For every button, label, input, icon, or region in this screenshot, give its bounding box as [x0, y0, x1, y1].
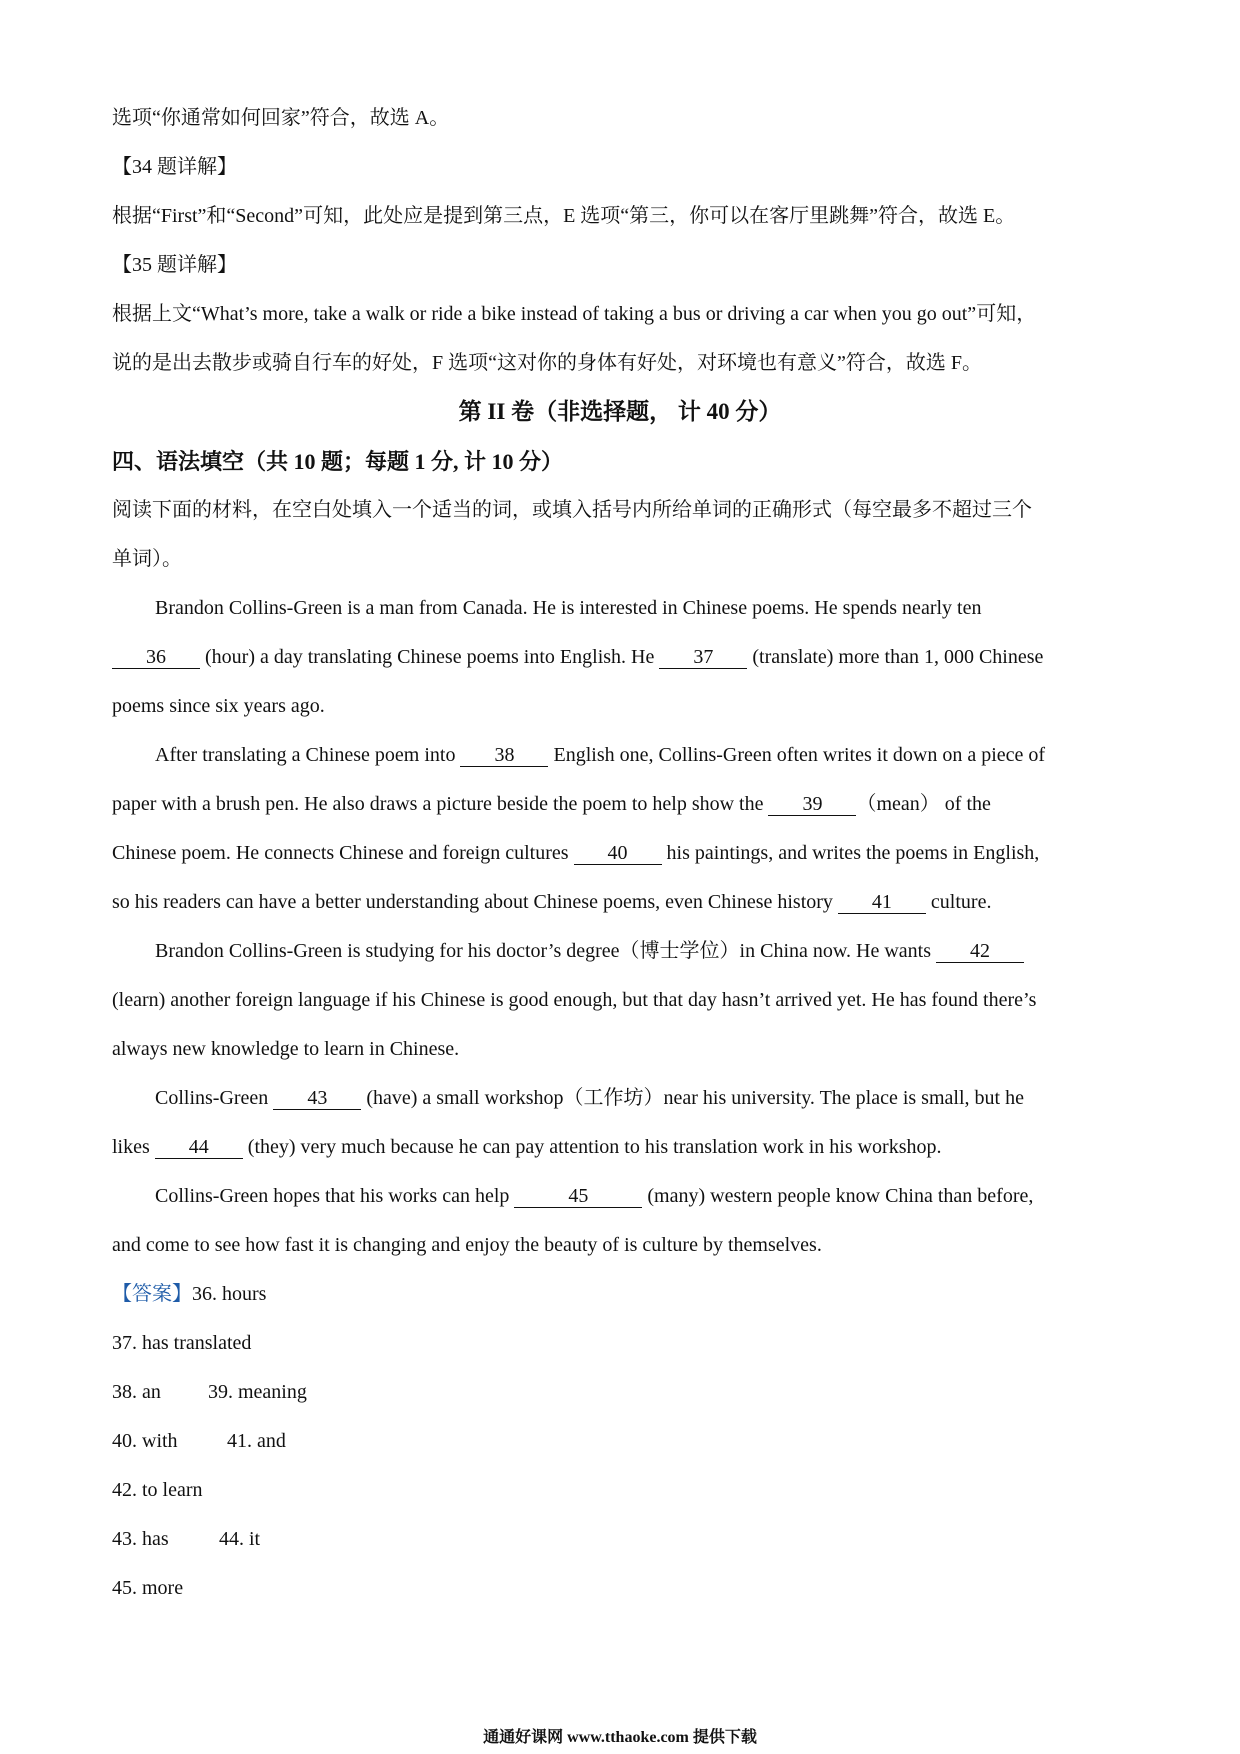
blank-45: 45 — [514, 1185, 642, 1208]
passage-line — [112, 643, 1043, 671]
passage-text: Collins-Green — [155, 1087, 274, 1109]
passage-text: his paintings, and writes the poems in English, — [661, 842, 1040, 864]
answer-42: 42. to learn — [112, 1479, 203, 1501]
answer-line — [112, 1378, 307, 1406]
footer-source: 通通好课网 www.tthaoke.com 提供下载 — [483, 1729, 757, 1746]
answer-38: 38. an — [112, 1381, 161, 1403]
answer-line — [112, 1280, 266, 1308]
passage-line — [112, 888, 991, 916]
blank-37: 37 — [659, 646, 747, 669]
answer-39: 39. meaning — [208, 1381, 307, 1403]
passage-line: poems since six years ago. — [112, 695, 325, 717]
answer-36: 36. hours — [192, 1283, 267, 1305]
q35-explanation-line2: 说的是出去散步或骑自行车的好处，F 选项“这对你的身体有好处，对环境也有意义”符合，故选 F。 — [112, 352, 982, 374]
answer-43: 43. has — [112, 1528, 169, 1550]
answer-line — [112, 1525, 260, 1553]
q35-explanation-line1: 根据上文“What’s more, take a walk or ride a bike instead of taking a bus or driving a car when you go out”可知， — [112, 303, 1037, 325]
passage-line: always new knowledge to learn in Chinese. — [112, 1038, 460, 1060]
answer-44: 44. it — [219, 1528, 261, 1550]
passage-text: (translate) more than 1, 000 Chinese — [747, 646, 1044, 668]
passage-text: (they) very much because he can pay attention to his translation work in his workshop. — [242, 1136, 942, 1158]
q34-heading: 【34 题详解】 — [112, 156, 237, 178]
passage-text: (have) a small workshop（工作坊）near his university. The place is small, but he — [361, 1087, 1024, 1109]
passage-text: Collins-Green hopes that his works can help — [155, 1185, 515, 1207]
passage-text: culture. — [925, 891, 992, 913]
answer-37: 37. has translated — [112, 1332, 252, 1354]
answer-line — [112, 1427, 286, 1455]
blank-44: 44 — [155, 1136, 243, 1159]
passage-text: （mean） of the — [856, 793, 991, 815]
passage-line: and come to see how fast it is changing and enjoy the beauty of is culture by themselves. — [112, 1234, 822, 1256]
blank-36: 36 — [112, 646, 200, 669]
explanation-text: 选项“你通常如何回家”符合，故选 A。 — [112, 107, 450, 129]
passage-text: paper with a brush pen. He also draws a picture beside the poem to help show the — [112, 793, 769, 815]
section4-instructions-line2: 单词）。 — [112, 548, 182, 570]
part2-title: 第 II 卷（非选择题， 计 40 分） — [458, 399, 782, 424]
passage-line — [112, 1133, 942, 1161]
blank-38: 38 — [460, 744, 548, 767]
passage-line — [112, 790, 991, 818]
passage-line — [155, 1182, 1033, 1210]
passage-text: likes — [112, 1136, 155, 1158]
passage-text: Brandon Collins-Green is studying for his doctor’s degree（博士学位）in China now. He wants — [155, 940, 937, 962]
passage-line — [155, 1084, 1024, 1112]
q34-explanation: 根据“First”和“Second”可知，此处应是提到第三点，E 选项“第三，你可以在客厅里跳舞”符合，故选 E。 — [112, 205, 1016, 227]
blank-40: 40 — [574, 842, 662, 865]
answer-label: 【答案】 — [112, 1283, 192, 1305]
passage-text: (many) western people know China than before, — [642, 1185, 1034, 1207]
passage-line — [112, 839, 1039, 867]
passage-text: Chinese poem. He connects Chinese and foreign cultures — [112, 842, 574, 864]
answer-45: 45. more — [112, 1577, 184, 1599]
passage-line — [155, 937, 1024, 965]
q35-heading: 【35 题详解】 — [112, 254, 237, 276]
passage-line — [155, 741, 1045, 769]
blank-39: 39 — [768, 793, 856, 816]
section4-title: 四、语法填空（共 10 题；每题 1 分, 计 10 分） — [112, 449, 564, 474]
blank-42: 42 — [936, 940, 1024, 963]
passage-line: (learn) another foreign language if his Chinese is good enough, but that day hasn’t arrived yet. He has found there’s — [112, 989, 1037, 1011]
blank-43: 43 — [273, 1087, 361, 1110]
section4-instructions-line1: 阅读下面的材料，在空白处填入一个适当的词，或填入括号内所给单词的正确形式（每空最多不超过三个 — [112, 499, 1032, 521]
passage-text: so his readers can have a better understanding about Chinese poems, even Chinese history — [112, 891, 838, 913]
answer-41: 41. and — [227, 1430, 286, 1452]
passage-text: English one, Collins-Green often writes it down on a piece of — [548, 744, 1046, 766]
answer-40: 40. with — [112, 1430, 178, 1452]
passage-text: After translating a Chinese poem into — [155, 744, 461, 766]
passage-text: (hour) a day translating Chinese poems into English. He — [200, 646, 660, 668]
passage-line: Brandon Collins-Green is a man from Canada. He is interested in Chinese poems. He spends nearly ten — [155, 597, 982, 619]
blank-41: 41 — [838, 891, 926, 914]
